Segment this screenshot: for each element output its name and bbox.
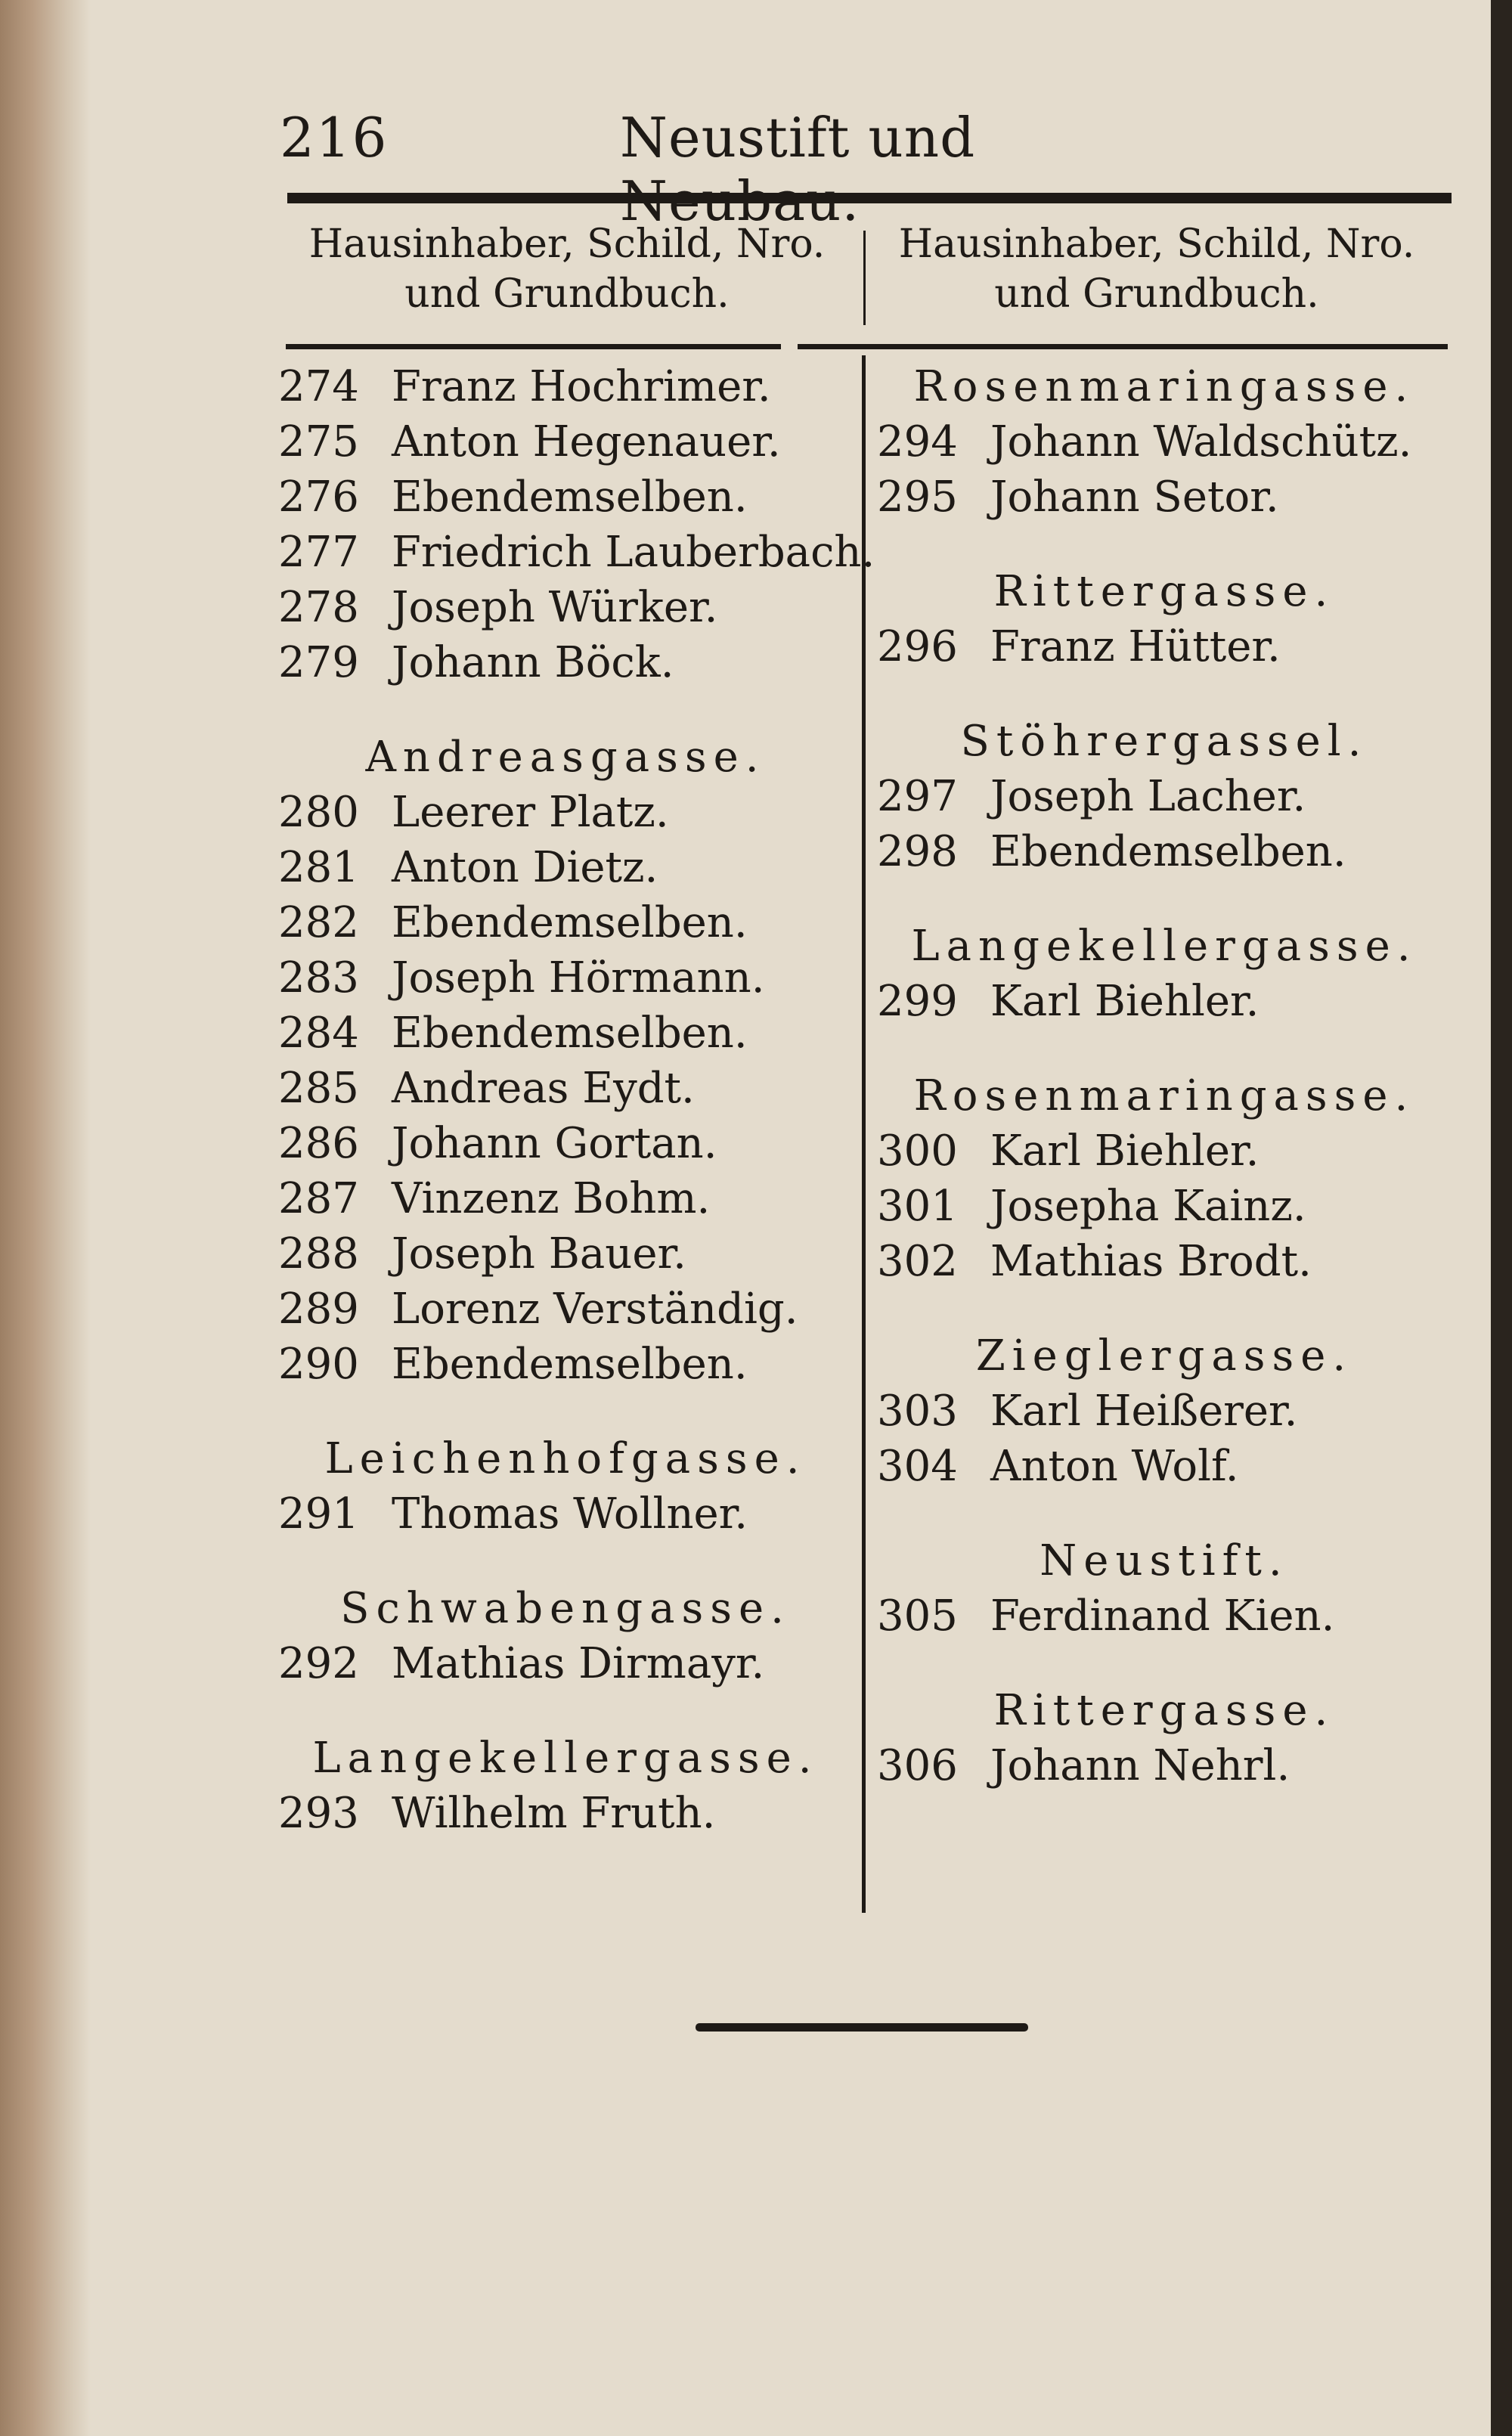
column-header-line: und Grundbuch.: [994, 271, 1319, 317]
house-number: 304: [877, 1442, 958, 1491]
house-number: 284: [278, 1009, 359, 1058]
house-entry: [877, 470, 1452, 525]
house-entry: [877, 1384, 1452, 1439]
street-heading: Schwabengasse.: [340, 1584, 791, 1633]
owner-name: Vinzenz Bohm.: [392, 1174, 711, 1223]
house-entry: [877, 619, 1452, 674]
section-gap: [278, 1392, 853, 1431]
house-number: 306: [877, 1741, 958, 1790]
house-entry: [278, 1486, 853, 1542]
owner-name: Ebendemselben.: [392, 473, 748, 522]
house-entry: [278, 635, 853, 690]
house-number: 279: [278, 638, 359, 687]
owner-name: Ebendemselben.: [990, 827, 1346, 876]
owner-name: Karl Heißerer.: [990, 1387, 1298, 1436]
street-heading: Neustift.: [1040, 1536, 1289, 1585]
house-number: 278: [278, 583, 359, 632]
house-entry: [278, 470, 853, 525]
owner-name: Johann Gortan.: [392, 1119, 717, 1168]
house-entry: [877, 1179, 1452, 1234]
owner-name: Andreas Eydt.: [392, 1064, 695, 1113]
owner-name: Anton Hegenauer.: [392, 417, 781, 466]
house-entry: [877, 769, 1452, 824]
house-number: 276: [278, 473, 359, 522]
owner-name: Mathias Dirmayr.: [392, 1639, 765, 1688]
house-number: 291: [278, 1489, 359, 1539]
section-gap: [877, 1289, 1452, 1328]
owner-name: Ebendemselben.: [392, 1340, 748, 1389]
owner-name: Johann Setor.: [990, 473, 1279, 522]
house-entry: [877, 1738, 1452, 1793]
header-rule: [287, 193, 1452, 203]
street-heading: Leichenhofgasse.: [324, 1434, 807, 1483]
house-number: 292: [278, 1639, 359, 1688]
end-rule: [696, 2023, 1028, 2032]
house-number: 285: [278, 1064, 359, 1113]
house-entry: [278, 1061, 853, 1116]
house-number: 299: [877, 977, 958, 1026]
section-gap: [877, 1494, 1452, 1533]
house-number: 274: [278, 362, 359, 411]
street-heading: Rosenmaringasse.: [913, 1071, 1415, 1120]
house-number: 293: [278, 1789, 359, 1838]
house-number: 283: [278, 953, 359, 1003]
column-header-line: Hausinhaber, Schild, Nro.: [308, 222, 826, 267]
house-number: 288: [278, 1229, 359, 1278]
street-heading: Rosenmaringasse.: [913, 362, 1415, 411]
owner-name: Friedrich Lauberbach.: [392, 528, 875, 577]
street-heading: Zieglergasse.: [975, 1331, 1353, 1381]
owner-name: Mathias Brodt.: [990, 1237, 1312, 1286]
column-header-right: [869, 219, 1444, 319]
house-entry: [278, 950, 853, 1006]
house-number: 290: [278, 1340, 359, 1389]
house-number: 289: [278, 1285, 359, 1334]
house-entry: [278, 525, 875, 580]
section-gap: [278, 1691, 853, 1731]
house-entry: [278, 785, 853, 840]
house-number: 300: [877, 1127, 958, 1176]
section-gap: [278, 1542, 853, 1581]
owner-name: Johann Böck.: [392, 638, 674, 687]
page-number: 216: [280, 106, 389, 169]
house-entry: [278, 1226, 853, 1282]
owner-name: Joseph Lacher.: [990, 772, 1306, 821]
house-number: 295: [877, 473, 958, 522]
book-spine-shadow: [0, 0, 91, 2436]
house-number: 286: [278, 1119, 359, 1168]
house-entry: [877, 414, 1452, 470]
house-number: 305: [877, 1591, 958, 1641]
owner-name: Thomas Wollner.: [392, 1489, 748, 1539]
owner-name: Franz Hochrimer.: [392, 362, 771, 411]
owner-name: Ferdinand Kien.: [990, 1591, 1335, 1641]
house-entry: [278, 580, 853, 635]
house-entry: [278, 1337, 853, 1392]
house-number: 287: [278, 1174, 359, 1223]
owner-name: Johann Waldschütz.: [990, 417, 1412, 466]
left-column: [278, 359, 875, 1841]
section-gap: [877, 1029, 1452, 1068]
house-entry: [278, 359, 853, 414]
street-heading: Stöhrergassel.: [960, 717, 1368, 766]
owner-name: Lorenz Verständig.: [392, 1285, 798, 1334]
running-title: Neustift und: [620, 106, 976, 169]
owner-name: Josepha Kainz.: [990, 1182, 1306, 1231]
owner-name: Wilhelm Fruth.: [392, 1789, 716, 1838]
section-gap: [877, 1644, 1452, 1683]
section-gap: [877, 525, 1452, 564]
house-entry: [877, 1588, 1452, 1644]
house-entry: [877, 824, 1452, 879]
section-gap: [877, 879, 1452, 919]
house-entry: [278, 1171, 853, 1226]
house-number: 281: [278, 843, 359, 892]
house-number: 277: [278, 528, 359, 577]
owner-name: Ebendemselben.: [392, 898, 748, 947]
street-heading: Rittergasse.: [993, 1686, 1335, 1735]
owner-name: Anton Wolf.: [990, 1442, 1239, 1491]
owner-name: Franz Hütter.: [990, 622, 1281, 671]
column-header-line: Hausinhaber, Schild, Nro.: [898, 222, 1415, 267]
house-number: 275: [278, 417, 359, 466]
owner-name: Joseph Bauer.: [392, 1229, 686, 1278]
street-heading: Langekellergasse.: [911, 922, 1418, 971]
column-header-left: [280, 219, 854, 319]
street-heading: Andreasgasse.: [365, 733, 766, 782]
owner-name: Karl Biehler.: [990, 1127, 1259, 1176]
column-header-line: und Grundbuch.: [404, 271, 730, 317]
house-number: 303: [877, 1387, 958, 1436]
owner-name: Anton Dietz.: [392, 843, 658, 892]
house-entry: [278, 1636, 853, 1691]
house-number: 282: [278, 898, 359, 947]
section-gap: [877, 674, 1452, 714]
house-entry: [278, 840, 853, 895]
house-entry: [877, 1439, 1452, 1494]
street-heading: Langekellergasse.: [312, 1734, 819, 1783]
owner-name: Leerer Platz.: [392, 788, 669, 837]
owner-name: Karl Biehler.: [990, 977, 1259, 1026]
house-entry: [877, 1234, 1452, 1289]
owner-name: Ebendemselben.: [392, 1009, 748, 1058]
owner-name: Johann Nehrl.: [990, 1741, 1290, 1790]
right-column: [877, 359, 1452, 1793]
house-number: 294: [877, 417, 958, 466]
house-entry: [877, 974, 1452, 1029]
house-number: 296: [877, 622, 958, 671]
house-entry: [877, 1123, 1452, 1179]
page-edge: [1491, 0, 1512, 2436]
column-header-divider: [863, 231, 866, 325]
section-gap: [278, 690, 853, 730]
house-entry: [278, 414, 853, 470]
house-number: 297: [877, 772, 958, 821]
house-entry: [278, 1786, 853, 1841]
house-number: 302: [877, 1237, 958, 1286]
house-number: 280: [278, 788, 359, 837]
column-divider: [862, 355, 866, 1913]
house-entry: [278, 895, 853, 950]
house-entry: [278, 1282, 853, 1337]
house-number: 301: [877, 1182, 958, 1231]
house-entry: [278, 1116, 853, 1171]
column-rule-left: [286, 344, 781, 349]
street-heading: Rittergasse.: [993, 567, 1335, 616]
column-rule-right: [798, 344, 1448, 349]
house-number: 298: [877, 827, 958, 876]
owner-name: Joseph Hörmann.: [392, 953, 765, 1003]
owner-name: Joseph Würker.: [392, 583, 718, 632]
house-entry: [278, 1006, 853, 1061]
